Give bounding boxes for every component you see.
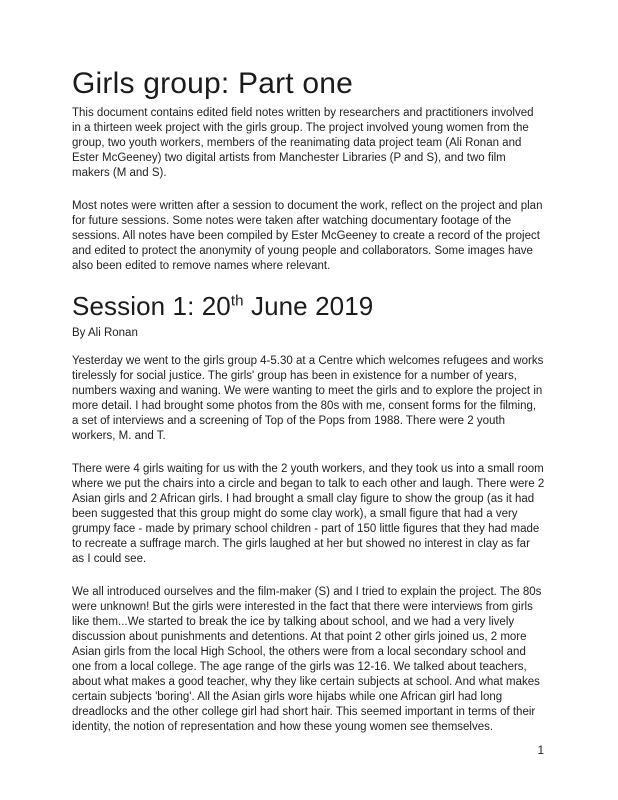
session-paragraph-1: Yesterday we went to the girls group 4-5.30 at a Centre which welcomes refugees and works tirelessly for social justice. The girls' group has been in existence for a number of years, numbers waxing and waning. We were wanting to meet the girls and to explore the project in more detail. I had brought some photos from the 80s with me, consent forms for the filming, a set of interviews and a screening of Top of the Pops from 1988. There were 2 youth workers, M. and T. [72, 354, 544, 442]
session-heading-prefix: Session 1: 20 [72, 291, 231, 321]
intro-paragraph-2: Most notes were written after a session to document the work, reflect on the project and plan for future sessions. Some notes were taken after watching documentary footage of the sessions. All notes have been compiled by Ester McGeeney to create a record of the project and edited to protect the anonymity of young people and collaborators. Some images have also been edited to remove names where relevant. [72, 200, 543, 272]
session-heading [72, 292, 545, 322]
byline: By Ali Ronan [72, 326, 138, 339]
session-heading-ordinal-superscript: th [230, 292, 244, 310]
session-paragraph-3: We all introduced ourselves and the film-maker (S) and I tried to explain the project. The 80s were unknown! But the girls were interested in the fact that there were interviews from girls like them...We started to break the ice by talking about school, and we had a very lively discussion about punishments and detentions. At that point 2 other girls joined us, 2 more Asian girls from the local High School, the others were from a local secondary school and one from a local college. The age range of the girls was 12-16. We talked about teachers, about what makes a good teacher, why they like certain subjects at school. And what makes certain subjects 'boring'. All the Asian girls wore hijabs while one African girl had long dreadlocks and the other college girl had short hair. This seemed important in terms of their identity, the notion of representation and how these young women see themselves. [72, 585, 542, 733]
page-number: 1 [537, 745, 544, 757]
intro-paragraph-1: This document contains edited field notes written by researchers and practitioners involved in a thirteen week project with the girls group. The project involved young women from the group, two youth workers, members of the reanimating data project team (Ali Ronan and Ester McGeeney) two digital artists from Manchester Libraries (P and S), and two film makers (M and S). [72, 107, 534, 179]
session-paragraph-2: There were 4 girls waiting for us with the 2 youth workers, and they took us into a small room where we put the chairs into a circle and began to talk to each other and laugh. There were 2 Asian girls and 2 African girls. I had brought a small clay figure to show the group (as it had been suggested that this group might do some clay work), a small figure that had a very grumpy face - made by primary school children - part of 150 little figures that they had made to recreate a suffrage march. The girls laughed at her but showed no interest in clay as far as I could see. [72, 462, 545, 565]
session-heading-date: June 2019 [243, 291, 374, 321]
document-title: Girls group: Part one [72, 67, 353, 100]
